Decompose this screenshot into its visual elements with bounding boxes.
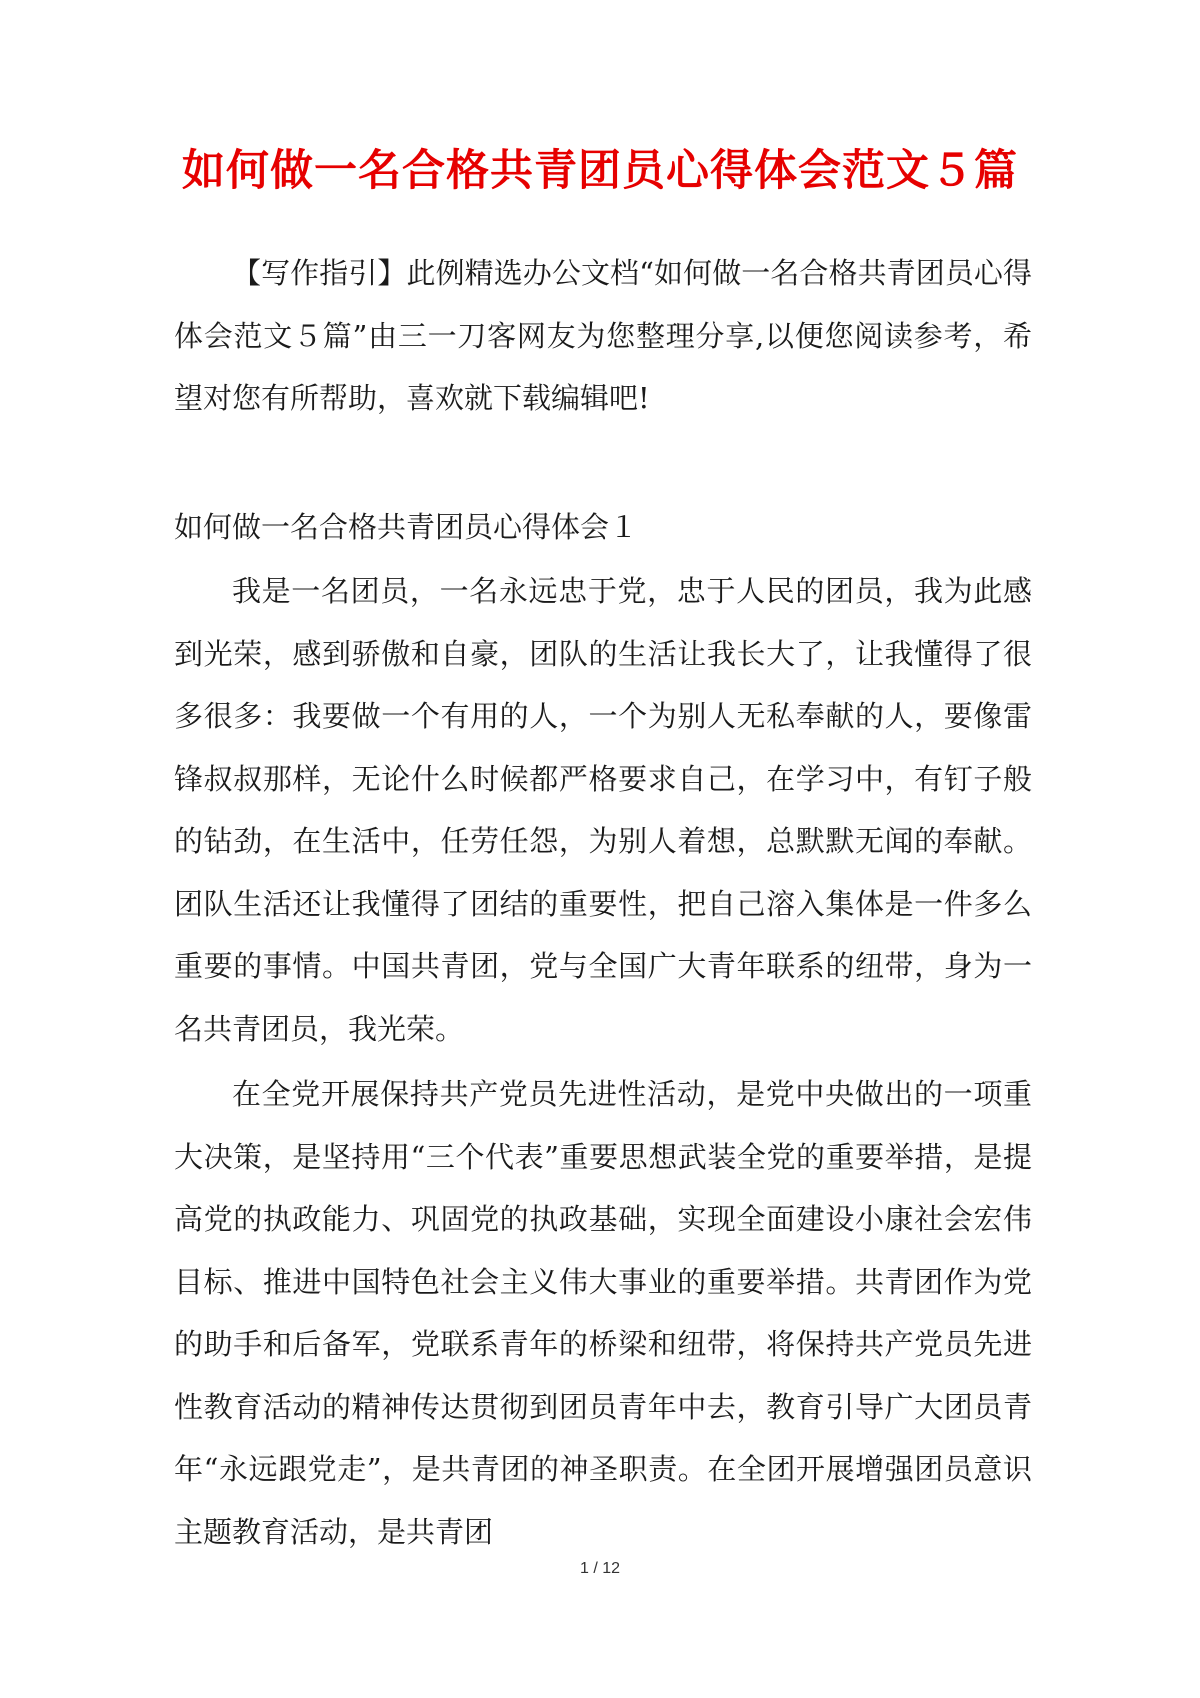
document-title: 如何做一名合格共青团员心得体会范文５篇: [182, 145, 1018, 196]
body-paragraph-2: 在全党开展保持共产党员先进性活动，是党中央做出的一项重大决策，是坚持用“三个代表”重要思想武装全党的重要举措，是提高党的执政能力、巩固党的执政基础，实现全面建设小康社会宏伟目标、推进中国特色社会主义伟大事业的重要举措。共青团作为党的助手和后备军，党联系青年的桥梁和纽带，将保持共产党员先进性教育活动的精神传达贯彻到团员青年中去，教育引导广大团员青年“永远跟党走”，是共青团的神圣职责。在全团开展增强团员意识主题教育活动，是共青团: [174, 1077, 1032, 1549]
section-heading: 如何做一名合格共青团员心得体会１: [174, 510, 639, 544]
page-number: 1 / 12: [579, 1560, 621, 1577]
body-paragraph-1: 我是一名团员，一名永远忠于党，忠于人民的团员，我为此感到光荣，感到骄傲和自豪，团队的生活让我长大了，让我懂得了很多很多：我要做一个有用的人，一个为别人无私奉献的人，要像雷锋叔叔那样，无论什么时候都严格要求自己，在学习中，有钉子般的钻劲，在生活中，任劳任怨，为别人着想，总默默无闻的奉献。团队生活还让我懂得了团结的重要性，把自己溶入集体是一件多么重要的事情。中国共青团，党与全国广大青年联系的纽带，身为一名共青团员，我光荣。: [174, 574, 1032, 1046]
intro-paragraph: 【写作指引】此例精选办公文档“如何做一名合格共青团员心得体会范文５篇”由三一刀客网友为您整理分享,以便您阅读参考，希望对您有所帮助，喜欢就下载编辑吧!: [174, 256, 1032, 415]
